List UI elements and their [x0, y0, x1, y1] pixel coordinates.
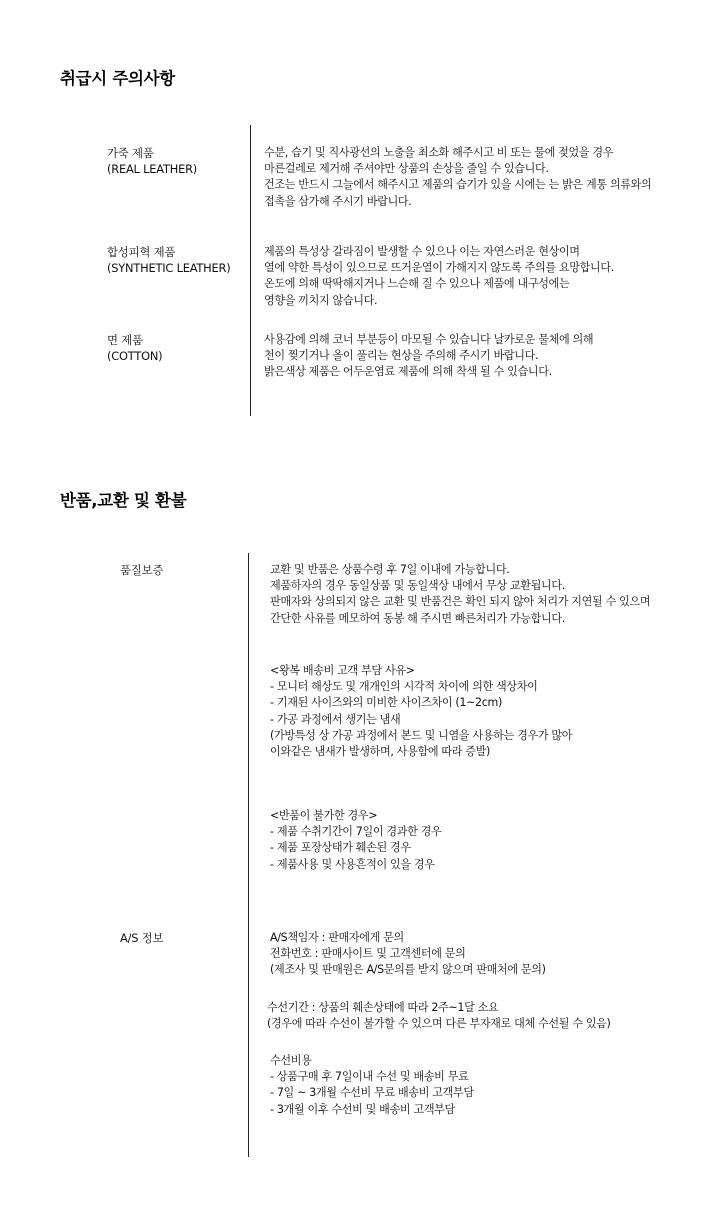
non-returnable-line: - 제품 수취기간이 7일이 경과한 경우 — [270, 825, 442, 839]
reasons-line: - 가공 과정에서 생기는 냄새 — [270, 712, 401, 726]
reasons-line: - 기재된 사이즈와의 미비한 사이즈차이 (1~2cm) — [270, 696, 502, 710]
synthetic-label — [107, 244, 231, 276]
leather-line: 수분, 습기 및 직사광선의 노출을 최소화 해주시고 비 또는 물에 젖었을 경우 — [264, 146, 614, 159]
as-info-label: A/S 정보 — [120, 931, 164, 945]
non-returnable-line: - 제품 포장상태가 훼손된 경우 — [270, 841, 411, 855]
repair-period-text — [267, 1000, 611, 1032]
quality-line: 판매자와 상의되지 않은 교환 및 반품건은 확인 되지 않아 처리가 지연될 수 있으며 — [270, 595, 651, 609]
reasons-line: - 모니터 해상도 및 개개인의 시각적 차이에 의한 색상차이 — [270, 680, 538, 694]
repair-period-line: (경우에 따라 수선이 불가할 수 있으며 다른 부자재로 대체 수선될 수 있음) — [267, 1017, 611, 1031]
care-divider-line — [250, 125, 251, 416]
return-shipping-reasons — [270, 663, 572, 760]
leather-label-en: (REAL LEATHER) — [107, 162, 198, 176]
as-contact-line: 전화번호 : 판매사이트 및 고객센터에 문의 — [270, 947, 466, 961]
leather-line: 건조는 반드시 그늘에서 해주시고 제품의 습기가 있을 시에는 는 밝은 계통 의류와의 — [264, 178, 652, 192]
synthetic-label-ko: 합성피혁 제품 — [107, 245, 176, 259]
as-contact-text — [270, 930, 546, 979]
leather-line: 마른걸레로 제거해 주셔야만 상품의 손상을 줄일 수 있습니다. — [264, 162, 549, 176]
care-section-title: 취급시 주의사항 — [60, 69, 175, 88]
leather-label — [107, 145, 197, 177]
non-returnable-heading: <반품이 불가한 경우> — [270, 809, 378, 822]
synthetic-line: 열에 약한 특성이 있으므로 뜨거운열이 가해지지 않도록 주의를 요망합니다. — [264, 261, 614, 275]
quality-line: 교환 및 반품은 상품수령 후 7일 이내에 가능합니다. — [270, 563, 510, 576]
cotton-label-ko: 면 제품 — [107, 333, 143, 347]
non-returnable-line: - 제품사용 및 사용흔적이 있을 경우 — [270, 857, 435, 871]
repair-cost-line: - 7일 ~ 3개월 수선비 무료 배송비 고객부담 — [270, 1086, 474, 1100]
reasons-line: (가방특성 상 가공 과정에서 본드 및 니염을 사용하는 경우가 많아 — [270, 728, 573, 742]
quality-label: 품질보증 — [120, 563, 164, 577]
repair-cost-text — [270, 1053, 474, 1118]
repair-cost-line: - 3개월 이후 수선비 및 배송비 고객부담 — [270, 1102, 455, 1116]
returns-section-title: 반품,교환 및 환불 — [60, 491, 187, 510]
synthetic-line: 제품의 특성상 갈라짐이 발생할 수 있으나 이는 자연스러운 현상이며 — [264, 245, 580, 258]
returns-divider-line — [248, 553, 249, 1157]
leather-label-ko: 가죽 제품 — [107, 146, 154, 160]
reasons-heading: <왕복 배송비 고객 부담 사유> — [270, 664, 415, 677]
quality-line: 간단한 사유를 메모하여 동봉 해 주시면 빠른처리가 가능합니다. — [270, 611, 565, 625]
as-contact-line: A/S책임자 : 판매자에게 문의 — [270, 931, 404, 944]
cotton-description — [264, 332, 593, 381]
cotton-line: 천이 찢기거나 올이 풀리는 현상을 주의해 주시기 바랍니다. — [264, 349, 539, 363]
synthetic-description — [264, 244, 614, 309]
synthetic-line: 온도에 의해 딱딱해지거나 느슨해 질 수 있으나 제품에 내구성에는 — [264, 277, 570, 291]
repair-cost-line: - 상품구매 후 7일이내 수선 및 배송비 무료 — [270, 1070, 469, 1084]
cotton-line: 사용감에 의해 코너 부분등이 마모될 수 있습니다 날카로운 물체에 의해 — [264, 333, 594, 346]
repair-period-line: 수선기간 : 상품의 훼손상태에 따라 2주~1달 소요 — [267, 1001, 499, 1014]
cotton-line: 밝은색상 제품은 어두운염료 제품에 의해 착색 될 수 있습니다. — [264, 365, 552, 379]
quality-policy-text — [270, 562, 650, 627]
reasons-line: 이와같은 냄새가 발생하며, 사용함에 따라 증발) — [270, 745, 491, 759]
leather-line: 접촉을 삼가해 주시기 바랍니다. — [264, 194, 412, 208]
leather-description — [264, 145, 651, 210]
repair-cost-heading: 수선비용 — [270, 1054, 312, 1067]
cotton-label-en: (COTTON) — [107, 349, 163, 363]
non-returnable-cases — [270, 808, 441, 873]
synthetic-label-en: (SYNTHETIC LEATHER) — [107, 261, 231, 275]
quality-line: 제품하자의 경우 동일상품 및 동일색상 내에서 무상 교환됩니다. — [270, 579, 565, 593]
synthetic-line: 영향을 끼치지 않습니다. — [264, 293, 378, 307]
cotton-label — [107, 332, 162, 364]
as-contact-line: (제조사 및 판매원은 A/S문의를 받지 않으며 판매처에 문의) — [270, 963, 546, 977]
